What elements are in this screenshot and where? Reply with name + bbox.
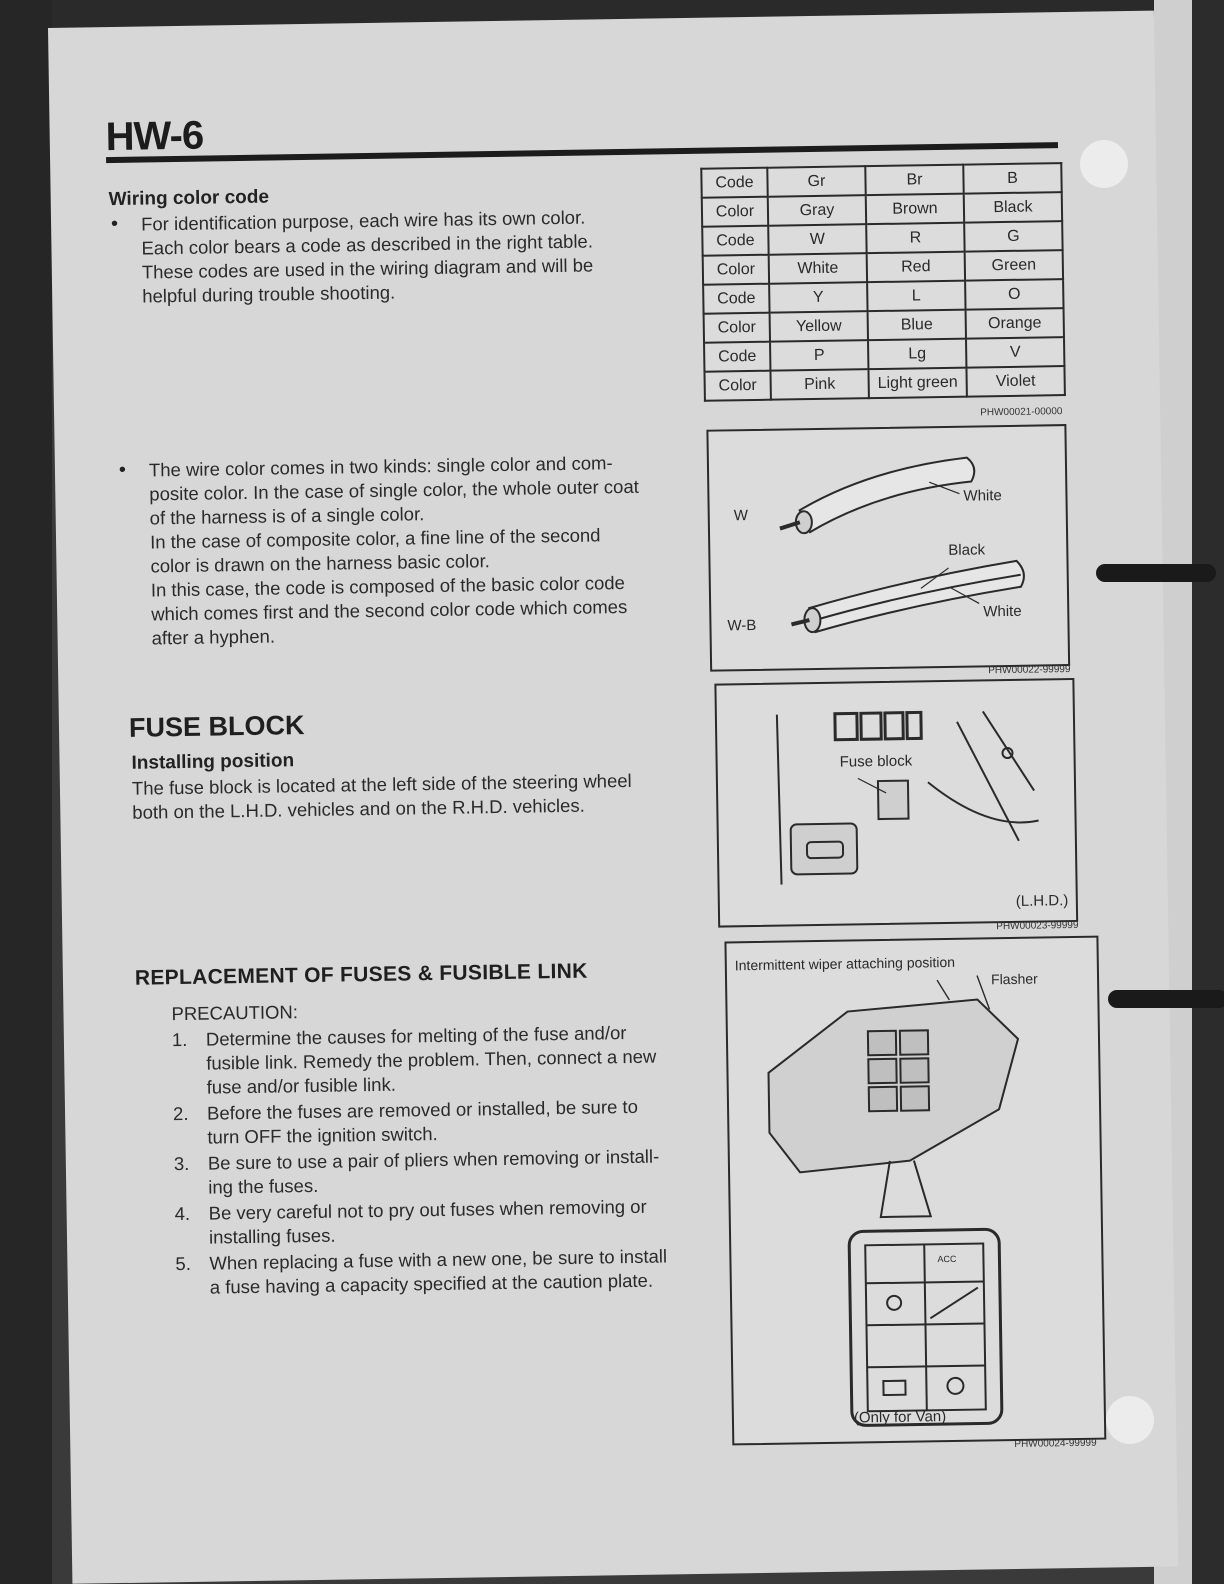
text-line: posite color. In the case of single color, the whole outer coat <box>149 475 639 505</box>
text-line: These codes are used in the wiring diagram and will be <box>141 254 594 283</box>
wire-figure <box>706 424 1070 672</box>
step-number: 2. <box>172 1102 189 1125</box>
list-item <box>174 1144 695 1200</box>
table-cell: Black <box>964 192 1062 223</box>
table-cell: Orange <box>966 308 1064 339</box>
text-line: both on the L.H.D. vehicles and on the R.H.D. vehicles. <box>132 794 585 823</box>
wire-code-wb: W-B <box>727 616 757 635</box>
manual-page <box>48 11 1178 1584</box>
table-cell: White <box>769 253 867 284</box>
title-rule <box>106 142 1058 163</box>
table-cell: Color <box>703 255 769 285</box>
text-line: turn OFF the ignition switch. <box>207 1123 438 1148</box>
figure-ref: PHW00024-99999 <box>1014 1437 1097 1450</box>
punch-hole <box>1106 1396 1154 1444</box>
fuse-block-text <box>132 768 693 825</box>
figure-ref: PHW00023-99999 <box>996 919 1079 933</box>
table-cell: Br <box>865 165 963 196</box>
table-cell: Red <box>867 252 965 283</box>
wire-label-white: White <box>963 487 1002 505</box>
wire-code-w: W <box>733 507 749 525</box>
table-cell: Pink <box>770 369 868 400</box>
text-line: Each color bears a code as described in the right table. <box>141 230 594 259</box>
text-line: Determine the causes for melting of the fuse and/or <box>205 1022 627 1050</box>
text-line: In the case of composite color, a fine line of the second <box>149 524 601 553</box>
binder-ring <box>1096 564 1216 582</box>
text-line: In this case, the code is composed of the basic color code <box>150 572 626 601</box>
binder-ring <box>1108 990 1224 1008</box>
van-caption: (Only for Van) <box>853 1408 947 1427</box>
step-number: 1. <box>171 1028 188 1051</box>
table-cell: P <box>770 340 868 371</box>
punch-hole <box>1080 140 1128 188</box>
wiring-heading: Wiring color code <box>108 186 270 211</box>
table-cell: Color <box>702 197 768 227</box>
figure-ref: PHW00021-00000 <box>980 406 1063 419</box>
text-line: Be very careful not to pry out fuses when removing or <box>208 1195 647 1224</box>
text-line: Be sure to use a pair of pliers when removing or install- <box>207 1145 660 1174</box>
table-cell: Brown <box>866 194 964 225</box>
text-line: For identification purpose, each wire has its own color. <box>140 206 586 235</box>
fuse-block-heading: FUSE BLOCK <box>128 710 305 743</box>
table-cell: O <box>965 279 1063 310</box>
fuse-box-illustration <box>726 938 1104 1444</box>
list-item <box>175 1244 696 1300</box>
figure-ref: PHW00022-99999 <box>988 664 1071 677</box>
text-line: of the harness is of a single color. <box>149 503 425 529</box>
table-cell: Code <box>703 284 769 314</box>
flasher-label: Flasher <box>990 970 1038 988</box>
scan-right-edge <box>1192 0 1224 1584</box>
table-cell: Gray <box>768 195 866 226</box>
step-number: 3. <box>173 1152 190 1175</box>
bullet-dot: • <box>118 458 127 481</box>
text-line: after a hyphen. <box>151 625 276 649</box>
fuse-block-figure <box>714 678 1078 928</box>
text-line: The wire color comes in two kinds: single color and com- <box>148 452 613 481</box>
list-item <box>174 1194 695 1250</box>
table-cell: Code <box>704 342 770 372</box>
color-code-table <box>700 162 1066 402</box>
table-cell: Y <box>769 282 867 313</box>
table-cell: Gr <box>767 166 865 197</box>
replacement-heading: REPLACEMENT OF FUSES & FUSIBLE LINK <box>134 959 588 990</box>
wiper-position-label: Intermittent wiper attaching position <box>734 953 956 974</box>
binder-left-edge <box>0 0 52 1584</box>
wire-label-black: Black <box>948 541 986 559</box>
fuse-block-label: Fuse block <box>839 752 913 771</box>
table-cell: B <box>963 163 1061 194</box>
list-item <box>172 1020 693 1100</box>
wiring-paragraph-1 <box>141 204 682 308</box>
wire-illustration <box>708 426 1068 670</box>
lhd-caption: (L.H.D.) <box>1015 892 1069 910</box>
text-line: The fuse block is located at the left side of the steering wheel <box>131 769 632 799</box>
table-cell: Yellow <box>770 311 868 342</box>
text-line: color is drawn on the harness basic color. <box>150 550 490 577</box>
fuse-box-figure <box>724 936 1106 1446</box>
table-cell: Lg <box>868 339 966 370</box>
text-line: which comes first and the second color code which comes <box>151 595 628 625</box>
wire-label-white-stripe: White <box>983 602 1022 621</box>
acc-label: ACC <box>937 1253 957 1265</box>
table-cell: G <box>964 221 1062 252</box>
precaution-steps <box>172 1020 696 1302</box>
bullet-dot: • <box>110 212 119 236</box>
table-cell: Violet <box>966 366 1064 397</box>
table-cell: L <box>867 281 965 312</box>
step-number: 5. <box>175 1252 192 1275</box>
text-line: fusible link. Remedy the problem. Then, connect a new <box>206 1045 657 1074</box>
text-line: fuse and/or fusible link. <box>206 1073 397 1098</box>
table-cell: Color <box>704 371 770 401</box>
table-cell: Color <box>704 313 770 343</box>
step-number: 4. <box>174 1202 191 1225</box>
table-cell: Light green <box>868 368 966 399</box>
table-cell: Code <box>702 226 768 256</box>
precaution-label: PRECAUTION: <box>171 1001 299 1025</box>
table-cell: Blue <box>868 310 966 341</box>
table-cell: R <box>866 223 964 254</box>
dashboard-illustration <box>716 680 1076 926</box>
text-line: ing the fuses. <box>208 1174 319 1198</box>
text-line: Before the fuses are removed or installed, be sure to <box>206 1095 639 1124</box>
text-line: helpful during trouble shooting. <box>142 281 396 307</box>
table-cell: V <box>966 337 1064 368</box>
table-cell: W <box>768 224 866 255</box>
table-cell: Green <box>965 250 1063 281</box>
page-title: HW-6 <box>105 113 204 160</box>
wiring-paragraph-2 <box>149 450 692 650</box>
text-line: When replacing a fuse with a new one, be sure to install <box>209 1245 668 1274</box>
text-line: a fuse having a capacity specified at the caution plate. <box>209 1269 654 1298</box>
installing-position-heading: Installing position <box>131 750 295 774</box>
table-cell: Code <box>701 168 767 198</box>
text-line: installing fuses. <box>208 1224 336 1248</box>
list-item <box>173 1094 694 1150</box>
table-row <box>704 366 1064 401</box>
